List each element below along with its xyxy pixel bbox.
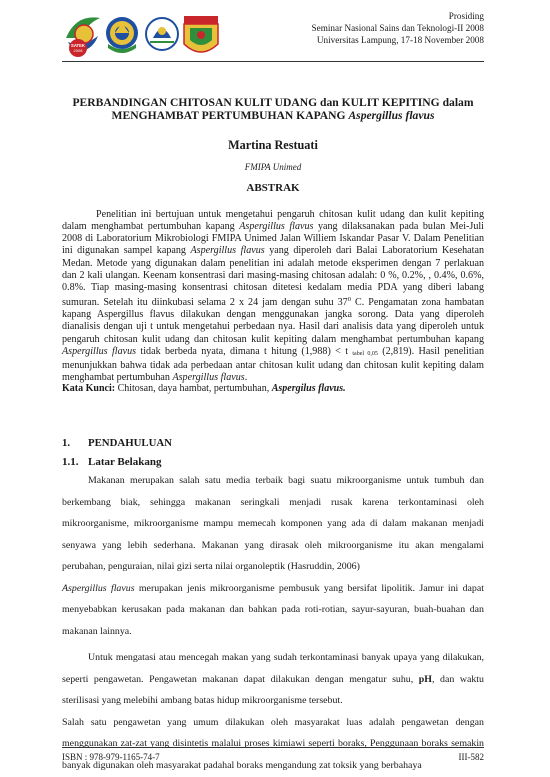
title-line-1: PERBANDINGAN CHITOSAN KULIT UDANG dan KULIT KEPITING dalam (72, 96, 474, 109)
header-proceedings: Prosiding (448, 11, 484, 21)
province-shield (184, 16, 218, 52)
t-table-subscript: tabel 0,05 (352, 350, 378, 357)
body-paragraph-3 (62, 647, 484, 712)
header-seminar: Seminar Nasional Sains dan Teknologi-II 2008 (311, 23, 484, 34)
section-number: 1. (62, 437, 71, 449)
title-species: Aspergillus flavus (348, 109, 435, 122)
author-name: Martina Restuati (228, 138, 318, 152)
abstract-heading: ABSTRAK (246, 182, 300, 194)
footer-rule (62, 747, 484, 748)
body-paragraph-3-end: , dan waktu sterilisasi yang melebihi ambang batas hidup mikroorganisme tersebut. (62, 673, 484, 706)
conference-logos (62, 8, 230, 62)
abstract-text-2: yang dilaksanakan pada bulan Mei-Juli 2008 di Laboratorium Mikrobiologi FMIPA Unimed Jalan Williem Iskandar Pasar V. Dalam Penelitian ini digunakan sampel kapang (62, 221, 484, 257)
abstract-text-end: . (244, 372, 248, 384)
keywords-text: Chitosan, daya hambat, pertumbuhan, (115, 383, 272, 394)
keywords-label: Kata Kunci: (62, 383, 116, 394)
body-paragraph-2-text: merupakan jenis mikroorganisme pembusuk yang bersifat lipolitik. Jamur ini dapat menyebabkan kerusakan pada makanan dan bahkan pada roti-rotian, sayur-sayuran, buah-buahan dan makanan lainnya. (62, 582, 484, 637)
running-header (312, 10, 484, 47)
ministry-emblem (146, 18, 178, 50)
subsection-title: Latar Belakang (88, 456, 162, 468)
abstract-text-4: C. Pengamatan zona hambatan kapang Aspergillus flavus dilakukan dengan menggunakan jangka sorong. Data yang diperoleh dianalisis dengan uji t untuk mengetahui perbedaan nya. Hasil dari analisis data yang diperoleh untuk pengaruh chitosan kulit udang dan chitosan kulit kepiting dalam menghambat pertumbuhan kapang (62, 297, 484, 345)
abstract-text-3: yang diperoleh dari Balai Laboratorium Kesehatan Medan. Metode yang digunakan dalam penelitian ini adalah metode eksperimen dengan 7 perlakuan dan 2 kali ulangan. Keenam konsentrasi dari masing-masing chitosan adalah: 0 %, 0.2%, , 0.4%, 0.6%, 0.8%. Tiap masing-masing konsentrasi chitosan ditetesi kedalam media PDA yang diberi labang sumuran. Setelah itu diinkubasi selama 2 x 24 jam dengan suhu 37 (62, 245, 484, 309)
university-emblem (106, 17, 138, 53)
title-line-2-text: MENGHAMBAT PERTUMBUHAN KAPANG (111, 109, 349, 122)
body-species: Aspergillus flavus (62, 582, 135, 594)
section-heading-1 (62, 437, 484, 449)
abstract-species-1: Aspergillus flavus (239, 221, 314, 233)
author-affiliation: FMIPA Unimed (244, 162, 302, 172)
keywords (62, 383, 484, 394)
keywords-species: Aspergilus flavus. (271, 383, 346, 394)
abstract-text-5: tidak berbeda nyata, dimana t hitung (1,988) < t (136, 345, 353, 357)
abstract-text-1: Penelitian ini bertujuan untuk mengetahui pengaruh chitosan kulit udang dan kulit kepiting dalam menghambat pertumbuhan kapang (62, 209, 484, 233)
svg-text:SATEK: SATEK (71, 43, 85, 48)
body-paragraph-3-text: Untuk mengatasi atau mencegah makan yang sudah terkontaminasi banyak upaya yang dilakukan, seperti pengawetan. Pengawetan makanan dapat dilakukan dengan mengatur suhu, (62, 652, 484, 685)
abstract-body (62, 209, 484, 384)
subsection-heading-1-1 (62, 456, 484, 468)
body-paragraph-1: Makanan merupakan salah satu media terbaik bagi suatu mikroorganisme untuk tumbuh dan berkembang biak, sehingga makanan seringkali menjadi rusak karena terkontaminasi oleh mikroorganisme, mikroorganisme mampu memecah komponen yang ada di dalam makanan menjadi senyawa yang lebih sederhana. Makanan yang dirasak oleh mikroorganisme itu akan mengalami perubahan, penguraian, nilai gizi serta nilai organoleptik (Hasruddin, 2006) (62, 475, 484, 572)
degree-superscript: 0 (347, 296, 351, 304)
abstract-species-2: Aspergillus flavus (190, 245, 265, 257)
body-paragraph-4: Salah satu pengawetan yang umum dilakukan oleh masyarakat luas adalah pengawetan dengan menggunakan zat-zat yang disintetis malalui proses kimiawi seperti boraks, Penggunaan boraks semakin banyak digunakan oleh masyarakat padahal boraks mengandung zat toksik yang berbahaya (62, 716, 484, 771)
header-rule (62, 61, 484, 62)
footer-isbn: ISBN : 978-979-1165-74-7 (62, 752, 160, 762)
abstract-species-4: Aspergillus flavus (172, 372, 245, 384)
paper-title (62, 96, 484, 122)
abstract-species-3: Aspergillus flavus (62, 345, 137, 357)
satek-logo (66, 17, 100, 57)
svg-text:2008: 2008 (73, 48, 83, 53)
title-line-2 (62, 109, 484, 122)
body-paragraph-2 (62, 578, 484, 643)
section-body (62, 470, 484, 776)
header-venue-date: Universitas Lampung, 17-18 November 2008 (316, 35, 484, 46)
abstract-text-6: (2,819). Hasil penelitian menunjukkan bahwa tidak ada perbedaan antar chitosan kulit udang dan chitosan kulit kepiting dalam menghambat pertumbuhan (62, 345, 484, 384)
footer-page-number: III-582 (458, 752, 484, 762)
abstract-paragraph (62, 209, 484, 384)
section-title: PENDAHULUAN (88, 437, 172, 449)
subsection-number: 1.1. (62, 456, 79, 468)
body-ph-term: pH (418, 673, 432, 685)
